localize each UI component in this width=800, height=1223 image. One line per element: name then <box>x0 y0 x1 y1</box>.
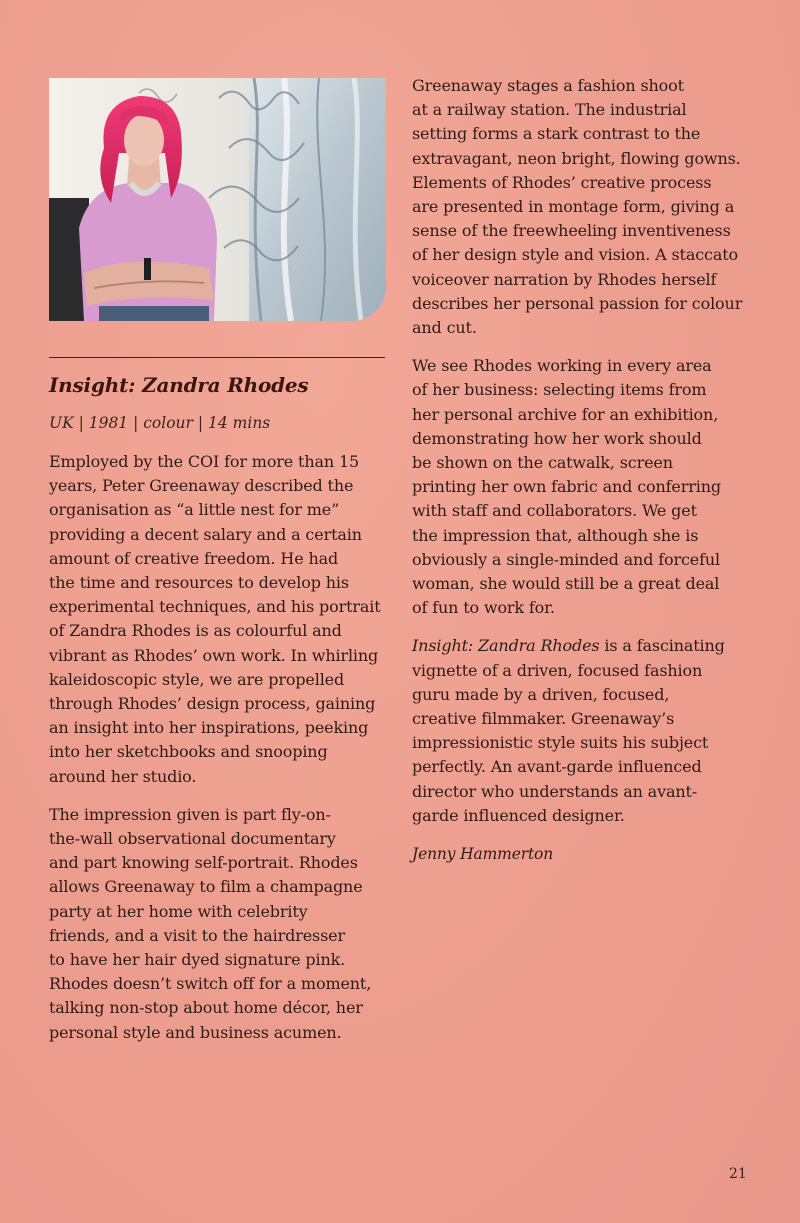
text-line: around her studio. <box>49 766 197 786</box>
paragraph-2 <box>49 803 389 1045</box>
paragraph-4 <box>412 354 757 620</box>
text-line: at a railway station. The industrial <box>412 100 687 120</box>
text-line: personal style and business acumen. <box>49 1022 342 1042</box>
article-title: Insight: Zandra Rhodes <box>49 373 309 397</box>
text-line: garde influenced designer. <box>412 805 625 825</box>
text-line: extravagant, neon bright, flowing gowns. <box>412 148 741 168</box>
text-line: demonstrating how her work should <box>412 428 702 448</box>
heading-divider <box>49 357 385 358</box>
text-line: creative filmmaker. Greenaway’s <box>412 709 675 729</box>
text-line: kaleidoscopic style, we are propelled <box>49 669 345 689</box>
text-line: Rhodes doesn’t switch off for a moment, <box>49 974 372 994</box>
text-line: into her sketchbooks and snooping <box>49 742 328 762</box>
text-line: The impression given is part fly-on- <box>49 804 331 824</box>
text-line: of her business: selecting items from <box>412 380 707 400</box>
text-line: voiceover narration by Rhodes herself <box>412 269 717 289</box>
text-line: of fun to work for. <box>412 598 555 618</box>
text-line: experimental techniques, and his portrait <box>49 597 381 617</box>
text-line: of her design style and vision. A staccato <box>412 245 738 265</box>
text-line: printing her own fabric and conferring <box>412 477 721 497</box>
text-fragment: is a fascinating <box>599 636 725 656</box>
text-line: Greenaway stages a fashion shoot <box>412 76 684 95</box>
text-line: talking non-stop about home décor, her <box>49 998 363 1018</box>
paragraph-3 <box>412 74 757 340</box>
text-line: party at her home with celebrity <box>49 901 308 921</box>
text-line: guru made by a driven, focused, <box>412 684 670 704</box>
text-line: vibrant as Rhodes’ own work. In whirling <box>49 645 379 665</box>
text-line: be shown on the catwalk, screen <box>412 453 673 473</box>
text-line: perfectly. An avant-garde influenced <box>412 757 702 777</box>
paragraph-5 <box>412 634 757 828</box>
text-line: friends, and a visit to the hairdresser <box>49 925 345 945</box>
paragraph-1 <box>49 450 389 789</box>
author-byline: Jenny Hammerton <box>412 845 554 864</box>
text-line: the-wall observational documentary <box>49 829 336 849</box>
text-line: years, Peter Greenaway described the <box>49 476 354 496</box>
text-line: with staff and collaborators. We get <box>412 501 697 521</box>
text-line: of Zandra Rhodes is as colourful and <box>49 621 342 641</box>
text-line: amount of creative freedom. He had <box>49 548 339 568</box>
text-line: organisation as “a little nest for me” <box>49 500 340 520</box>
text-line: Elements of Rhodes’ creative process <box>412 172 712 192</box>
text-line: are presented in montage form, giving a <box>412 197 735 217</box>
text-line <box>412 634 757 658</box>
text-line: setting forms a stark contrast to the <box>412 124 701 144</box>
text-line: to have her hair dyed signature pink. <box>49 950 346 970</box>
text-line: and cut. <box>412 318 477 338</box>
text-line: through Rhodes’ design process, gaining <box>49 694 376 714</box>
text-line: vignette of a driven, focused fashion <box>412 660 703 680</box>
text-line: woman, she would still be a great deal <box>412 574 720 594</box>
text-line: We see Rhodes working in every area <box>412 356 712 376</box>
film-title-reference: Insight: Zandra Rhodes <box>412 636 600 656</box>
text-line: Employed by the COI for more than 15 <box>49 452 360 471</box>
text-line: allows Greenaway to film a champagne <box>49 877 363 897</box>
page-number: 21 <box>729 1166 747 1182</box>
right-column <box>412 74 757 880</box>
text-line: the time and resources to develop his <box>49 573 349 593</box>
text-line: obviously a single-minded and forceful <box>412 549 720 569</box>
text-line: the impression that, although she is <box>412 525 699 545</box>
text-line: an insight into her inspirations, peeking <box>49 718 369 738</box>
portrait-photo <box>49 78 386 321</box>
text-line: providing a decent salary and a certain <box>49 524 362 544</box>
left-column <box>49 450 389 1059</box>
text-line: director who understands an avant- <box>412 781 698 801</box>
text-line: and part knowing self-portrait. Rhodes <box>49 853 358 873</box>
text-line: sense of the freewheeling inventiveness <box>412 221 731 241</box>
text-line: impressionistic style suits his subject <box>412 733 709 753</box>
text-line: her personal archive for an exhibition, <box>412 404 719 424</box>
film-details: UK | 1981 | colour | 14 mins <box>49 414 271 432</box>
text-line: describes her personal passion for colour <box>412 293 743 313</box>
